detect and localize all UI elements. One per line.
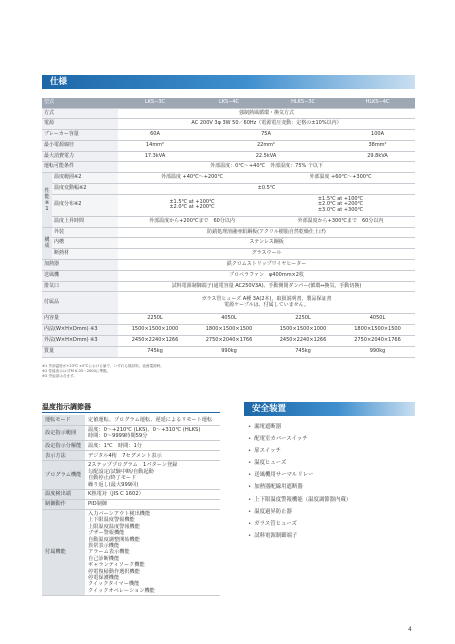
temp-controller-value [85,425,220,441]
structure-group-label [42,227,52,259]
blower-label: 送風機 [42,270,118,281]
volume-row [42,314,415,325]
temp-var-row [42,184,415,195]
temp-controller-label: 運転モード [42,415,85,425]
temp-controller-line: K熱電対（JIS C 1602） [88,491,144,498]
mass-value: 745kg [266,346,340,357]
wire-label: 最小電源線径 [42,140,118,151]
temp-controller-value [85,461,220,490]
safety-item: • 送風機用サーマルリレー [248,472,415,484]
temp-controller-line: 異常表示機能 [88,542,120,549]
temp-controller-row [42,425,220,441]
breaker-value-4c: 100A [340,130,415,141]
safety-item: • 漏電遮断器 [248,424,415,436]
temp-controller-value [85,415,220,425]
volume-value: 4050L [192,314,266,325]
exhaust-value: 試料電源制御端子(通電容量 AC250V3A)、手動開閉ダンパー(循環⇔換気、手動切換) [118,281,415,292]
temp-controller-line: 繰り返し(最大999回) [88,481,139,488]
temp-controller-line: 停電保護機能 [88,575,120,581]
wire-value-4c: 38mm² [340,140,415,151]
heater-label: 加熱器 [42,260,118,271]
wire-value-mid: 22mm² [192,140,340,151]
model-hlks-3c: HLKS−3C [266,98,340,108]
temp-dist-high [266,194,415,216]
blower-value: プロペラファン φ400mm×2枚 [118,270,415,281]
safety-item: • 配電室カバースイッチ [248,436,415,448]
temp-rise-row [42,216,415,227]
temp-controller-table [42,415,220,596]
inner-dim-value: 1800×1500×1500 [192,325,266,336]
accessory-label: 付属品 [42,292,118,314]
mass-value: 990kg [340,346,415,357]
model-header: 型式 [42,98,118,108]
max-power-value-3c: 17.3kVA [118,151,192,162]
safety-item: • 上下限温度警報機能（温度調節器内蔵） [248,497,415,509]
temp-controller-line: アラーム表示機能 [88,549,130,556]
temp-controller-line: ギャランティソーク機能 [88,562,145,569]
temp-controller-row [42,441,220,451]
temp-controller-row [42,509,220,595]
interior-label: 内槽 [52,238,118,249]
page-number: 4 [408,626,412,633]
wire-value-3c: 14mm² [118,140,192,151]
temp-controller-line: 勾配設定/試験中断/自動起動 [88,468,154,475]
max-power-label: 最大消費電力 [42,151,118,162]
temp-controller-label: 付属機能 [42,509,85,595]
temp-var-value: ±0.5℃ [118,184,415,195]
temp-controller-title: 温度指示調節器 [42,403,91,411]
outer-dim-row [42,336,415,347]
temp-controller-line: 時間：0〜9999時間59分 [88,432,148,439]
interior-value: ステンレス鋼板 [118,238,415,249]
temp-dist-high-line: ±2.0℃ at +200℃ [317,201,364,208]
model-hlks-4c: HLKS−4C [340,98,415,108]
temp-dist-low-line: ±1.5℃ at +100℃ [169,198,215,205]
exhaust-label: 排気口 [42,281,118,292]
model-lks-3c: LKS−3C [118,98,192,108]
mass-value: 745kg [118,346,192,357]
temp-rise-low: 外部温度から+200℃まで 60分以内 [118,216,266,227]
temp-controller-value [85,451,220,461]
temp-controller-label: 制御動作 [42,499,85,509]
temp-controller-value [85,441,220,451]
temp-controller-label: 設定指示範囲 [42,425,85,441]
insulation-row [42,249,415,260]
exterior-label: 外装 [52,227,118,238]
temp-controller-line: クイックオペレーション機能 [88,587,155,594]
temp-range-row [42,173,415,184]
accessory-line: 電源ケーブルは、付属していません。 [224,301,309,308]
exterior-value: 防錆処理溶融亜鉛鋼板(アクリル樹脂自然乾燥仕上げ) [118,227,415,238]
power-label: 電源 [42,119,118,130]
volume-value: 4050L [340,314,415,325]
structure-group-text: 構 成 [44,237,50,250]
temp-range-label: 温度範囲※2 [52,173,118,184]
temp-controller-line: 停電復帰動作選択機能 [88,568,140,575]
operating-row [42,162,415,173]
safety-item: • ガラス管ヒューズ [248,521,415,533]
temp-controller-line: 上下限温度警報機能 [88,517,135,524]
breaker-value-mid: 75A [192,130,340,141]
inner-dim-value: 1500×1500×1000 [118,325,192,336]
method-row [42,108,415,119]
temp-dist-low [118,194,266,216]
temp-controller-line: 温度：1℃ 時間：1分 [88,442,142,449]
volume-value: 2250L [266,314,340,325]
spec-note: ※2 性能表示は JTM K 05・2000に準拠。 [42,369,111,374]
inner-dim-label: 内法(W×H×Dmm) ※3 [42,325,118,336]
temp-rise-high: 外部温度から+300℃まで 60分以内 [266,216,415,227]
specs-section-title: 仕様 [42,75,415,89]
temp-range-low: 外部温度 +40℃〜+200℃ [118,173,266,184]
exterior-row [42,227,415,238]
spec-header-row [42,98,415,108]
operating-value: 外部温度：0℃〜+40℃ 外部湿度：75% 个以下 [118,162,415,173]
model-lks-4c: LKS−4C [192,98,266,108]
spec-note: ※1 外部温度が+23℃ ±5℃における値で、いずれも無試料。直流電源時。 [42,364,164,368]
outer-dim-value: 2750×2040×1766 [192,336,266,347]
temp-controller-line: PID制御 [88,501,108,508]
temp-dist-row [42,194,415,216]
outer-dim-label: 外法(W×H×Dmm) ※3 [42,336,118,347]
temp-controller-line: デジタル4桁 7セグメント表示 [88,452,162,459]
volume-value: 2250L [118,314,192,325]
temp-controller-row [42,499,220,509]
safety-item: • 試料電源制御端子 [248,533,415,545]
safety-item: • 温度過昇防止器 [248,509,415,521]
performance-group-label [42,173,52,227]
exhaust-row [42,281,415,292]
operating-label: 運転可能条件 [42,162,118,173]
temp-controller-label: 温度検出端 [42,489,85,499]
mass-row [42,346,415,357]
heater-row [42,260,415,271]
mass-value: 990kg [192,346,266,357]
inner-dim-value: 1500×1500×1000 [266,325,340,336]
temp-controller-value [85,499,220,509]
heater-value: 鉄クロムストリップワイヤヒーター [118,260,415,271]
temp-controller-line: 上限温度温度警報機能 [88,523,140,530]
outer-dim-value: 2750×2040×1766 [340,336,415,347]
temp-dist-low-line: ±2.0℃ at +200℃ [169,204,215,211]
accessory-row [42,292,415,314]
safety-item: • 温度ヒューズ [248,460,415,472]
temp-controller-line: 自己診断機能 [88,555,120,562]
spec-note: ※3 突起部は含まず。 [42,374,77,379]
temp-dist-high-line: ±1.5℃ at +100℃ [317,195,364,202]
temp-controller-line: 定値運転、プログラム運転、遅延によるリモート運転 [88,416,213,423]
safety-section-title: 安全装置 [244,402,415,416]
method-value: 強制熱風循環・換気方式 [118,108,415,119]
safety-item: • 加熱器配線用遮断器 [248,484,415,496]
inner-dim-value: 1800×1500×1500 [340,325,415,336]
inner-dim-row [42,325,415,336]
spec-notes [42,364,415,380]
temp-controller-value [85,509,220,595]
temp-controller-row [42,451,220,461]
temp-controller-label: プログラム機能 [42,461,85,490]
safety-item: • 扉スイッチ [248,448,415,460]
temp-controller-row [42,461,220,490]
temp-controller-line: 自動停止/終了モード [88,475,137,482]
method-label: 方式 [42,108,118,119]
wire-row [42,140,415,151]
temp-controller-label: 表示方法 [42,451,85,461]
temp-controller-row [42,415,220,425]
outer-dim-value: 2450×2240×1266 [118,336,192,347]
temp-controller-line: 自動温度調整開始機能 [88,536,140,543]
spec-table [42,98,415,358]
temp-controller-line: ブザー警報機能 [88,530,125,537]
insulation-value: グラスウール [118,249,415,260]
accessory-line: ガラス管ヒューズ A種 3A(2本)、取扱説明書、製品保証書 [201,296,332,303]
mass-label: 質量 [42,346,118,357]
breaker-row [42,130,415,141]
power-value: AC 200V 3φ 3W 50／60Hz（電源電圧変動：定格の±10%以内） [118,119,415,130]
safety-list [248,424,415,545]
volume-label: 内容量 [42,314,118,325]
performance-group-text: 性 能 ※ 1 [44,187,50,212]
blower-row [42,270,415,281]
temp-dist-label: 温度分布※2 [52,194,118,216]
max-power-value-mid: 22.5kVA [192,151,340,162]
power-row [42,119,415,130]
outer-dim-value: 2450×2240×1266 [266,336,340,347]
interior-row [42,238,415,249]
temp-controller-divider [42,412,220,413]
accessory-value [118,292,415,314]
breaker-label: ブレーカー容量 [42,130,118,141]
max-power-row [42,151,415,162]
temp-controller-row [42,489,220,499]
temp-controller-line: 入力バーンアウト検出機能 [88,510,151,517]
insulation-label: 断熱材 [52,249,118,260]
temp-controller-label: 設定指示分解能 [42,441,85,451]
temp-rise-label: 温度上昇時間 [52,216,118,227]
max-power-value-4c: 29.8kVA [340,151,415,162]
temp-range-high: 外部温度 +60℃〜+300℃ [266,173,415,184]
temp-controller-line: 温度：0〜+210℃ (LKS)、0〜+310℃ (HLKS) [88,426,201,433]
temp-var-label: 温度変動幅※2 [52,184,118,195]
breaker-value-3c: 60A [118,130,192,141]
temp-dist-high-line: ±3.0℃ at +300℃ [317,207,364,214]
temp-controller-value [85,489,220,499]
temp-controller-line: 2ステッププログラム 1パターン登録 [88,462,178,469]
temp-controller-line: クイックタイマー機能 [88,581,140,588]
